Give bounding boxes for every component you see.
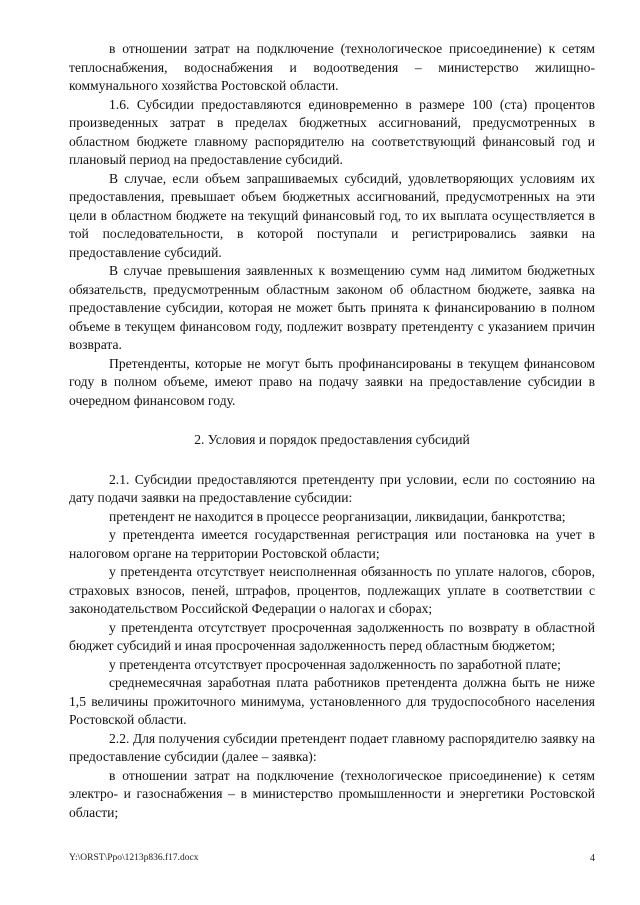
paragraph: у претендента отсутствует просроченная задолженность по возврату в областной бюджет субсидий и иная просроченная задолженность перед областным бюджетом; [69, 619, 595, 653]
paragraph: в отношении затрат на подключение (технологическое присоединение) к сетям электро- и газоснабжения – в министерство промышленности и энергетики Ростовской области; [69, 767, 595, 820]
paragraph: 1.6. Субсидии предоставляются единовременно в размере 100 (ста) процентов произведенных затрат в пределах бюджетных ассигнований, предусмотренных в областном бюджете главному распорядителю на соответствующий финансовый год и плановый период на предоставление субсидий. [69, 96, 595, 167]
paragraph: у претендента имеется государственная регистрация или постановка на учет в налоговом органе на территории Ростовской области; [69, 527, 595, 561]
paragraph: Претенденты, которые не могут быть профинансированы в текущем финансовом году в полном объеме, имеют право на подачу заявки на предоставление субсидии в очередном финансовом году. [69, 355, 595, 408]
spacer [69, 450, 595, 471]
paragraph: у претендента отсутствует просроченная задолженность по заработной плате; [109, 656, 561, 672]
paragraph: 2.2. Для получения субсидии претендент подает главному распорядителю заявку на предоставление субсидии (далее – заявка): [69, 730, 595, 764]
paragraph: среднемесячная заработная плата работников претендента должна быть не ниже 1,5 величины прожиточного минимума, установленного для трудоспособного населения Ростовской области. [69, 675, 595, 727]
paragraph: 2.1. Субсидии предоставляются претенденту при условии, если по состоянию на дату подачи заявки на предоставление субсидии: [69, 471, 595, 505]
document-body [69, 40, 595, 822]
page-number: 4 [590, 853, 595, 864]
paragraph: в отношении затрат на подключение (технологическое присоединение) к сетям теплоснабжения, водоснабжения и водоотведения – министерство жилищно-коммунального хозяйства Ростовской области. [69, 41, 595, 93]
spacer [69, 410, 595, 431]
footer-file-path: Y:\ORST\Ppo\1213p836.f17.docx [69, 853, 199, 863]
paragraph: у претендента отсутствует неисполненная обязанность по уплате налогов, сборов, страховых взносов, пеней, штрафов, процентов, подлежащих уплате в соответствии с законодательством Российской Федерации о налогах и сборах; [69, 564, 595, 616]
paragraph: претендент не находится в процессе реорганизации, ликвидации, банкротства; [109, 508, 566, 524]
paragraph: В случае, если объем запрашиваемых субсидий, удовлетворяющих условиям их предоставления, превышает объем бюджетных ассигнований, предусмотренных на эти цели в областном бюджете на текущий финансовый год, то их выплата осуществляется в той последовательности, в которой поступали и регистрировались заявки на предоставление субсидий. [69, 170, 595, 260]
section-heading: 2. Условия и порядок предоставления субсидий [194, 432, 470, 447]
paragraph: В случае превышения заявленных к возмещению сумм над лимитом бюджетных обязательств, предусмотренным областным законом об областном бюджете, заявка на предоставление субсидии, которая не может быть принята к финансированию в полном объеме в текущем финансовом году, подлежит возврату претенденту с указанием причин возврата. [69, 263, 595, 352]
